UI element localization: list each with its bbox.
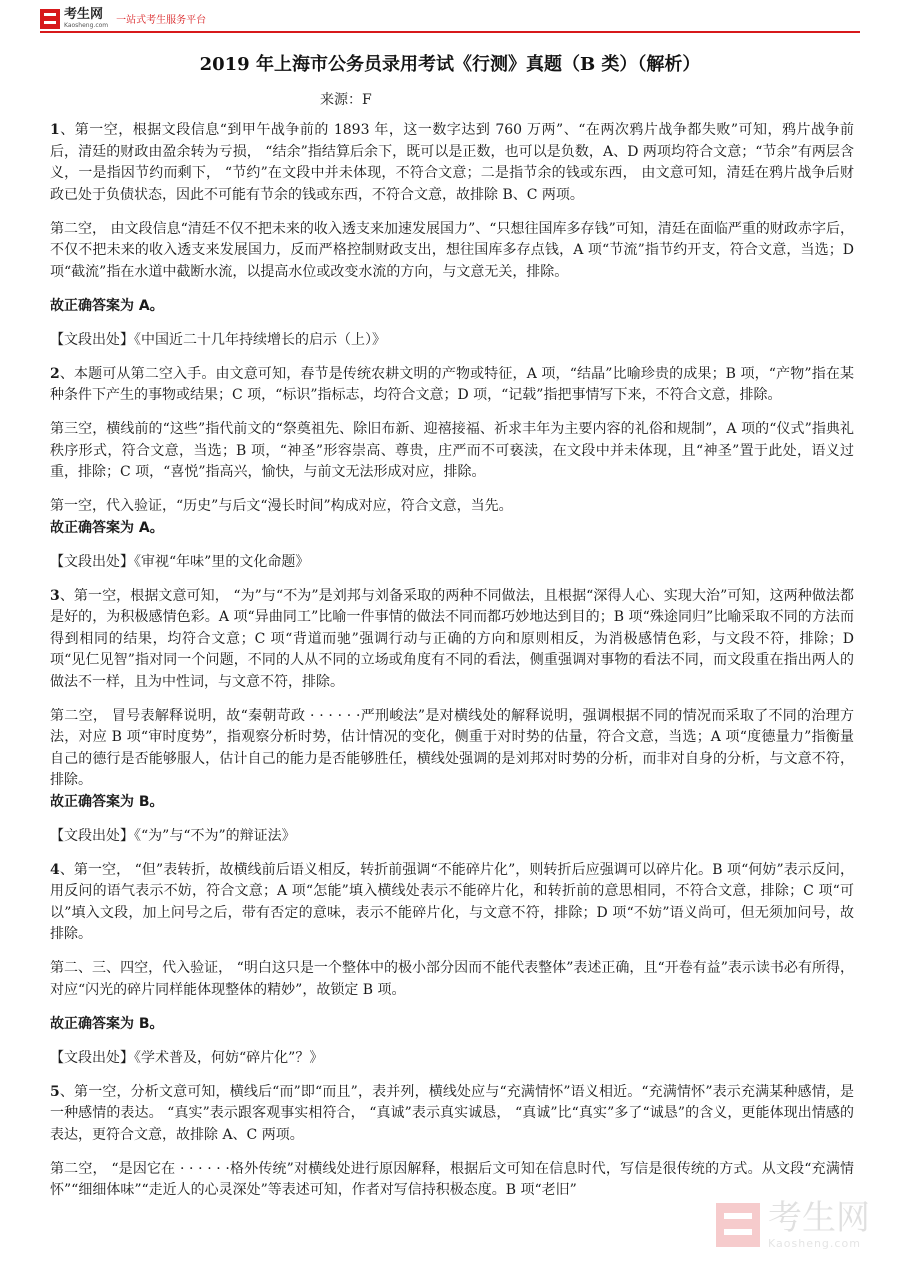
paragraph-text: 【文段出处】《审视“年味”里的文化命题》 — [50, 553, 310, 570]
question-number: 1 — [50, 122, 60, 138]
paragraph-text: 、第一空，根据文意可知， “为”与“不为”是刘邦与刘备采取的两种不同做法，且根据“深得人心、实现大治”可知，这两种做法都是好的，为积极感情色彩。A 项“异曲同工”比喻一件事情的做法不同而都巧妙地达到目的；B 项“殊途同归”比喻采取不同的方法而得到相同的结果，均符合文意；C 项“背道而驰”强调行动与正确的方向和原则相反，为消极感情色彩，与文段不符，排除；D 项“见仁见智”指对同一个问题，不同的人从不同的立场或角度有不同的看法，侧重强调对事物的看法不同，而文段重在指出两人的做法不一样，且为中性词，与文意不符，排除。 — [50, 587, 854, 690]
site-logo[interactable] — [40, 8, 206, 29]
explanation-paragraph — [50, 706, 854, 792]
paragraph-text: 、第一空，分析文意可知，横线后“而”即“而且”，表并列，横线处应与“充满情怀”语义相近。“充满情怀”表示充满某种感情，是一种感情的表达。 “真实”表示跟客观事实相符合， “真诚”表示真实诚恳， “真诚”比“真实”多了“诚恳”的含义，更能体现出情感的表达，更符合文意，故排除 A、C 两项。 — [50, 1083, 854, 1143]
document-source: 来源：F — [320, 92, 372, 108]
document-title: 2019 年上海市公务员录用考试《行测》真题（B 类）（解析） — [199, 54, 701, 75]
page-header — [0, 0, 900, 36]
watermark-logo-icon — [716, 1203, 760, 1247]
logo-domain: Kaosheng.com — [64, 22, 109, 29]
logo-name: 考生网 — [64, 7, 104, 22]
paragraph-text: 第一空，代入验证，“历史”与后文“漫长时间”构成对应，符合文意，当先。 — [50, 498, 513, 514]
question-explanation — [50, 120, 854, 206]
explanation-paragraph — [50, 826, 854, 848]
explanation-paragraph — [50, 1048, 854, 1070]
paragraph-text: 第二、三、四空，代入验证， “明白这只是一个整体中的极小部分因而不能代表整体”表述正确，且“开卷有益”表示读书必有所得，对应“闪光的碎片同样能体现整体的精妙”，故锁定 B 项。 — [50, 960, 854, 998]
explanation-paragraph — [50, 1159, 854, 1202]
answer-line: 故正确答案为 B。 — [50, 793, 164, 810]
site-slogan: 一站式考生服务平台 — [116, 15, 207, 26]
logo-icon — [40, 9, 60, 29]
question-explanation — [50, 1082, 854, 1147]
question-explanation — [50, 364, 854, 407]
question-number: 2 — [50, 365, 60, 382]
paragraph-text: 第二空， “是因它在 · · · · · ·格外传统”对横线处进行原因解释，根据后文可知在信息时代，写信是很传统的方式。从文段“充满情怀”“细细体味”“走近人的心灵深处”等表述可知，作者对写信持积极态度。B 项“老旧” — [50, 1160, 854, 1198]
question-number: 4 — [50, 861, 60, 878]
explanation-paragraph — [50, 958, 854, 1001]
explanation-paragraph — [50, 552, 854, 574]
watermark-domain: Kaosheng.com — [768, 1237, 861, 1250]
question-number: 3 — [50, 587, 60, 604]
answer-line: 故正确答案为 A。 — [50, 297, 164, 314]
question-explanation — [50, 860, 854, 946]
explanation-paragraph — [50, 219, 854, 284]
paragraph-text: 第二空， 冒号表解释说明，故“秦朝苛政 · · · · · ·严刑峻法”是对横线处的解释说明，强调根据不同的情况而采取了不同的治理方法，对应 B 项“审时度势”，指观察分析时势，估计情况的变化，侧重于对时势的估量，符合文意，当选；A 项“度德量力”指衡量自己的德行是否能够服人，估计自己的能力是否能够胜任，横线处强调的是刘邦对时势的分析，而非对自身的分析，与文意不符，排除。 — [50, 707, 854, 788]
explanation-paragraph — [50, 330, 854, 352]
answer-line: 故正确答案为 A。 — [50, 519, 164, 536]
header-divider — [40, 31, 860, 33]
paragraph-text: 第二空， 由文段信息“清廷不仅不把未来的收入透支来加速发展国力”、“只想往国库多存钱”可知，清廷在面临严重的财政赤字后，不仅不把未来的收入透支来发展国力，反而严格控制财政支出，想往国库多存点钱，A 项“节流”指节约开支，符合文意，当选；D 项“截流”指在水道中截断水流，以提高水位或改变水流的方向，与文意无关，排除。 — [50, 220, 854, 280]
paragraph-text: 第三空，横线前的“这些”指代前文的“祭奠祖先、除旧布新、迎禧接福、祈求丰年为主要内容的礼俗和规制”，A 项的“仪式”指典礼秩序形式，符合文意，当选；B 项，“神圣”形容崇高、尊贵，庄严而不可亵渎，在文段中并未体现，且“神圣”置于此处，语义过重，排除；C 项，“喜悦”指高兴，愉快，与前文无法形成对应，排除。 — [50, 421, 854, 480]
logo-wordmark — [64, 8, 108, 29]
watermark-name: 考生网 — [768, 1198, 870, 1238]
question-number: 5 — [50, 1083, 60, 1100]
paragraph-text: 【文段出处】《“为”与“不为”的辩证法》 — [50, 827, 296, 844]
paragraph-text: 、第一空， “但”表转折，故横线前后语义相反，转折前强调“不能碎片化”，则转折后应强调可以碎片化。B 项“何妨”表示反问，用反问的语气表示不妨，符合文意；A 项“怎能”填入横线处表示不能碎片化，和转折前的意思相同，不符合文意，排除；C 项“可以”填入文段，加上问号之后，带有否定的意味，表示不能碎片化，与文意不符，排除；D 项“不妨”语义尚可，但无须加问号，故排除。 — [50, 861, 854, 942]
answer-line: 故正确答案为 B。 — [50, 1015, 164, 1032]
paragraph-text: 、本题可从第二空入手。由文意可知，春节是传统农耕文明的产物或特征，A 项，“结晶”比喻珍贵的成果；B 项，“产物”指在某种条件下产生的事物或结果；C 项，“标识”指标志，均符合文意；D 项，“记载”指把事情写下来，不符合文意，排除。 — [50, 365, 854, 403]
question-explanation — [50, 586, 854, 694]
paragraph-text: 【文段出处】《中国近二十几年持续增长的启示（上）》 — [50, 331, 386, 348]
watermark — [716, 1198, 870, 1250]
paragraph-text: 【文段出处】《学术普及，何妨“碎片化”？》 — [50, 1049, 324, 1066]
explanation-paragraph — [50, 419, 854, 484]
explanation-paragraph — [50, 496, 854, 518]
document-body — [50, 120, 854, 1214]
paragraph-text: 、第一空，根据文段信息“到甲午战争前的 1893 年，这一数字达到 760 万两”、“在两次鸦片战争都失败”可知，鸦片战争前后，清廷的财政由盈余转为亏损， “结余”指结算后余下，既可以是正数，也可以是负数，A、D 两项均符合文意；“节余”有两层含义，一是指因节约而剩下， “节约”在文段中并未体现，不符合文意；二是指节余的钱或东西， 由文意可知，清廷在鸦片战争后财政已处于负债状态，因此不可能有节余的钱或东西，不符合文意，故排除 B、C 两项。 — [50, 122, 854, 203]
